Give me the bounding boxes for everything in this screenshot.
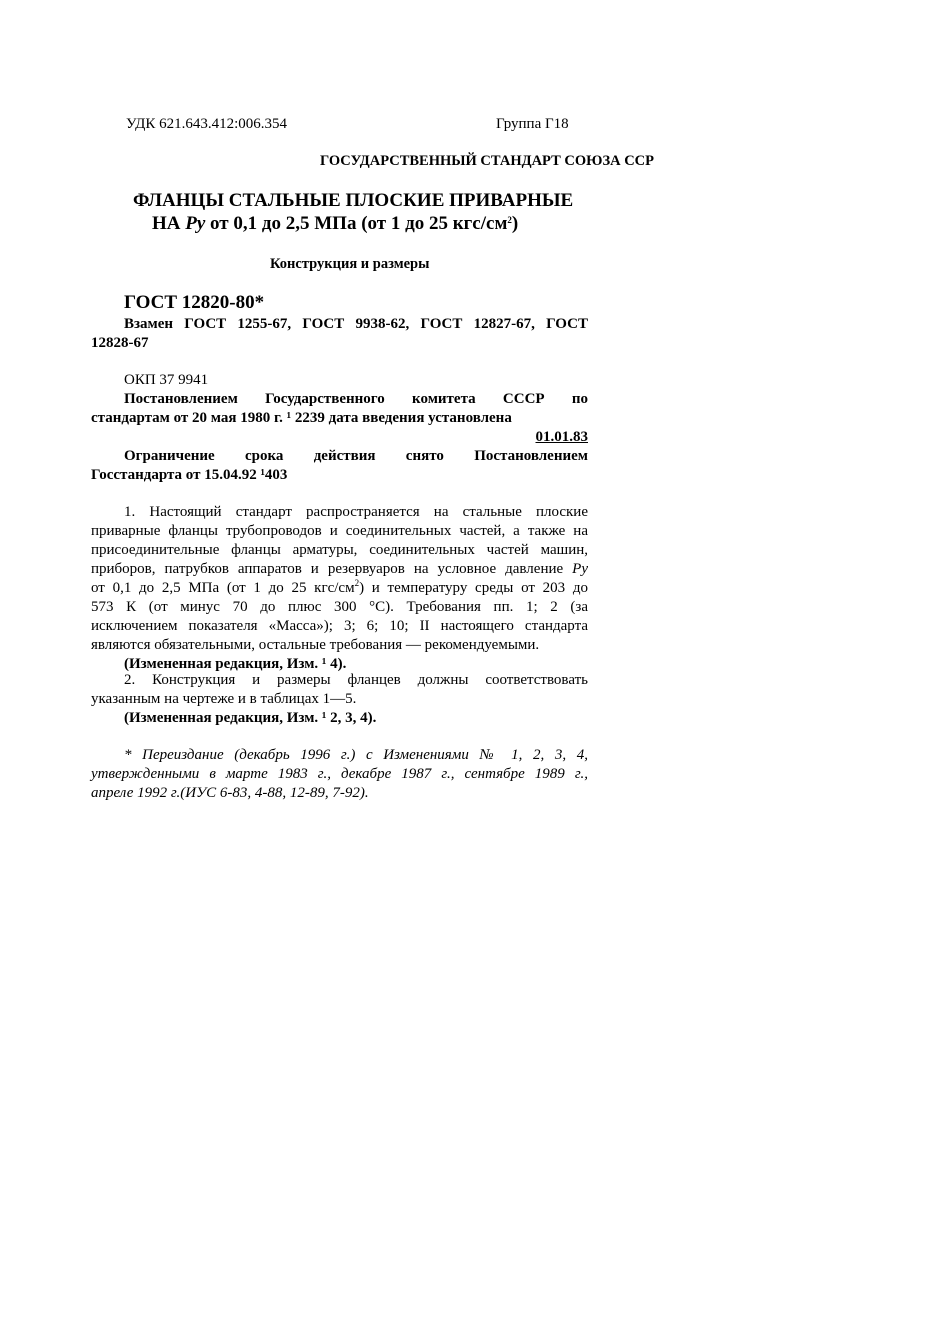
section-1: 1. Настоящий стандарт распространяется на стальные плоские приварные фланцы трубопроводов и соединительных частей, а также на присоединительные фланцы арматуры, соединительных частей машин, приборов, патрубков аппаратов и резервуаров на условное давление Ру от 0,1 до 2,5 МПа (от 1 до 25 кгс/$см^2$) и температуру среды от 203 до 573 К (от минус 70 до плюс 300 °С). Требования пп. 1; 2 (за исключением показателя «Масса»); 3; 6; 10; II настоящего стандарта являются обязательными, остальные требования — рекомендуемыми. (Измененная редакция, Изм. ¹ 4). bbox=[91, 504, 588, 672]
gost-number: ГОСТ 12820-80* bbox=[124, 292, 265, 313]
amendment-note-1: (Измененная редакция, Изм. ¹ 4). bbox=[124, 656, 347, 672]
group-code: Группа Г18 bbox=[496, 116, 569, 132]
section-2: 2. Конструкция и размеры фланцев должны соответствовать указанным на чертеже и в таблицах 1—5. (Измененная редакция, Изм. ¹ 2, 3, 4). bbox=[91, 672, 588, 726]
introduction-date: 01.01.83 bbox=[535, 429, 588, 445]
document-title-line2: НА Ру от 0,1 до 2,5 МПа (от 1 до 25 кгс/$см^2$) bbox=[152, 213, 519, 234]
amendment-note-2: (Измененная редакция, Изм. ¹ 2, 3, 4). bbox=[124, 710, 377, 726]
decree-paragraph: Постановлением Государственного комитета СССР по стандартам от 20 мая 1980 г. ¹ 2239 дата введения установлена 01.01.83 Ограничение срока действия снято Постановлением Госстандарта от 15.04.92 ¹403 bbox=[91, 391, 588, 483]
standard-type-heading: ГОСУДАРСТВЕННЫЙ СТАНДАРТ СОЮЗА ССР bbox=[319, 153, 655, 169]
okp-code: ОКП 37 9941 bbox=[124, 372, 209, 388]
pressure-symbol: Ру bbox=[185, 213, 206, 234]
replaces-note: Взамен ГОСТ 1255-67, ГОСТ 9938-62, ГОСТ 12827-67, ГОСТ 12828-67 bbox=[91, 316, 588, 351]
udk-code: УДК 621.643.412:006.354 bbox=[126, 116, 288, 132]
document-subtitle: Конструкция и размеры bbox=[270, 256, 430, 272]
footnote: * Переиздание (декабрь 1996 г.) с Изменениями № 1, 2, 3, 4, утвержденными в марте 1983 г., декабре 1987 г., сентябре 1989 г., апреле 1992 г.(ИУС 6-83, 4-88, 12-89, 7-92). bbox=[91, 747, 588, 801]
document-title-line1: ФЛАНЦЫ СТАЛЬНЫЕ ПЛОСКИЕ ПРИВАРНЫЕ bbox=[133, 190, 574, 211]
